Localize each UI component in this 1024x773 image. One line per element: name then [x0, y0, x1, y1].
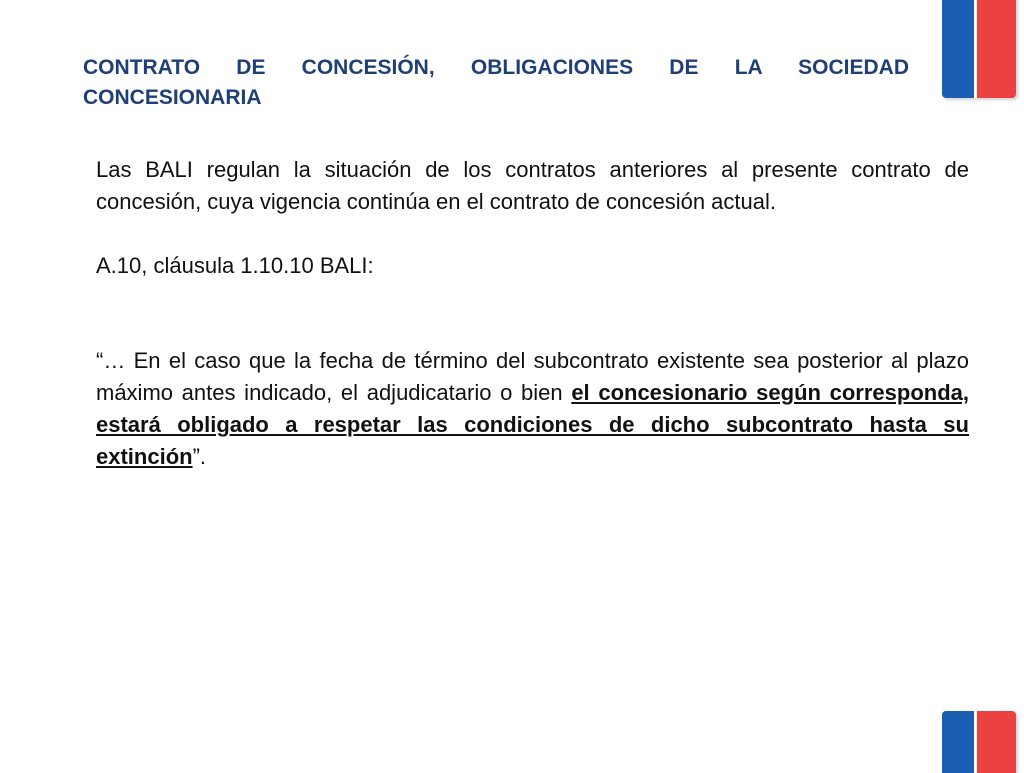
quote-lead-text: “… En el caso que la fecha de término del subcontrato existente sea posterior al plazo máximo antes indicado, el adjudicatario o bien [96, 348, 969, 405]
flag-blue-stripe [942, 0, 977, 98]
chile-flag-decoration-bottom [942, 711, 1016, 773]
quote-emphasis-text: el concesionario según corresponda, estará obligado a respetar las condiciones de dicho subcontrato hasta su extinción [96, 380, 969, 469]
chile-flag-decoration-top [942, 0, 1016, 98]
clause-reference: A.10, cláusula 1.10.10 BALI: [96, 253, 374, 278]
flag-red-stripe [977, 0, 1016, 98]
slide-body [96, 154, 969, 473]
quote-closing-text: ”. [192, 444, 207, 469]
flag-red-stripe [977, 711, 1016, 773]
intro-paragraph: Las BALI regulan la situación de los contratos anteriores al presente contrato de concesión, cuya vigencia continúa en el contrato de concesión actual. [96, 157, 969, 214]
slide-title: CONTRATO DE CONCESIÓN, OBLIGACIONES DE LA SOCIEDAD CONCESIONARIA [83, 56, 909, 109]
flag-blue-stripe [942, 711, 977, 773]
quoted-clause [96, 345, 969, 473]
